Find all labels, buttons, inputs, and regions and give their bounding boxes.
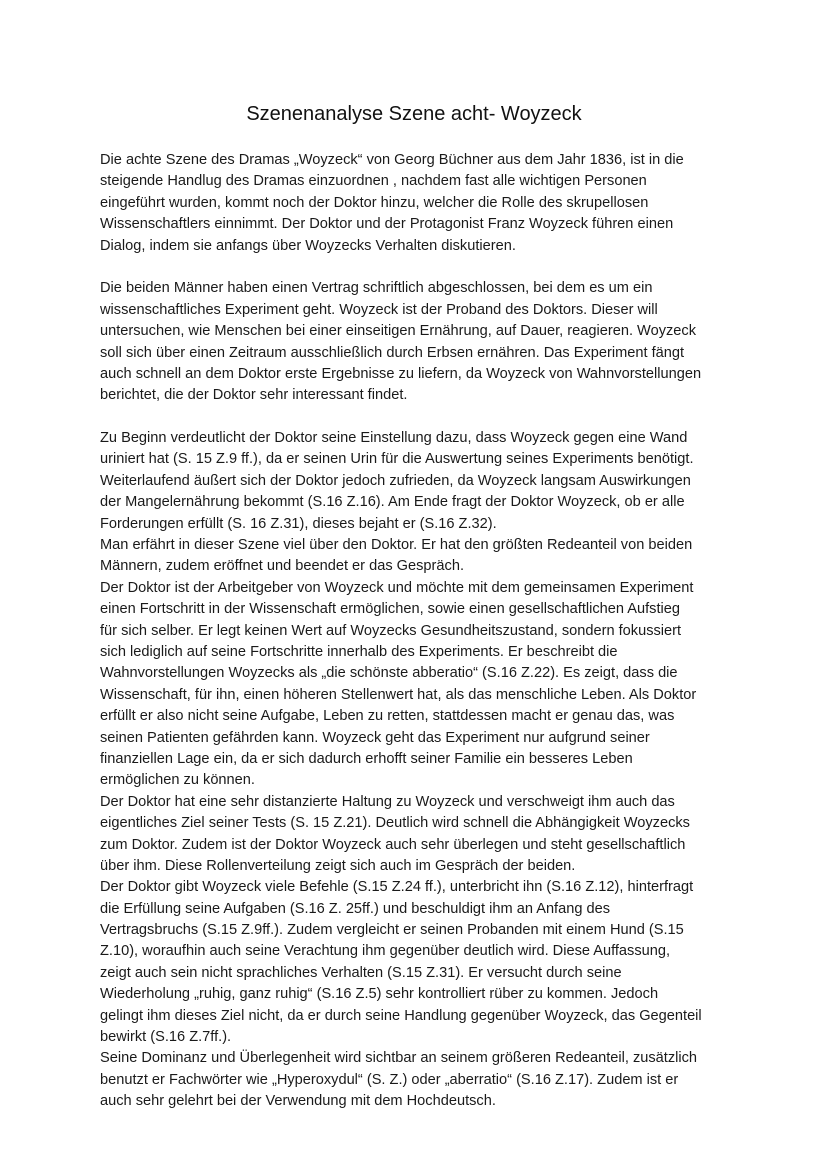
text-line: Z.10), woraufhin auch seine Verachtung ihm gegenüber deutlich wird. Diese Auffassung, xyxy=(100,943,671,960)
text-line: Forderungen erfüllt (S. 16 Z.31), dieses bejaht er (S.16 Z.32). xyxy=(100,515,497,532)
text-line: Der Doktor gibt Woyzeck viele Befehle (S.15 Z.24 ff.), unterbricht ihn (S.16 Z.12), hinterfragt xyxy=(100,879,694,896)
paragraph xyxy=(100,150,740,257)
text-line: Männern, zudem eröffnet und beendet er das Gespräch. xyxy=(100,558,464,575)
text-line: eingeführt wurden, kommt noch der Doktor hinzu, welcher die Rolle des skrupellosen xyxy=(100,194,649,211)
text-line: Wiederholung „ruhig, ganz ruhig“ (S.16 Z.5) sehr kontrolliert rüber zu kommen. Jedoch xyxy=(100,986,659,1003)
text-line: auch schnell an dem Doktor erste Ergebnisse zu liefern, da Woyzeck von Wahnvorstellungen xyxy=(100,365,702,382)
text-line: Vertragsbruchs (S.15 Z.9ff.). Zudem vergleicht er seinen Probanden mit einem Hund (S.15 xyxy=(100,922,684,939)
text-line: soll sich über einen Zeitraum ausschließlich durch Erbsen ernähren. Das Experiment fängt xyxy=(100,344,685,361)
text-line: uriniert hat (S. 15 Z.9 ff.), da er seinen Urin für die Auswertung seines Experiments benötigt. xyxy=(100,451,694,468)
document-body xyxy=(100,150,740,1113)
paragraph-gap xyxy=(100,407,740,428)
text-line: einen Fortschritt in der Wissenschaft ermöglichen, sowie einen gesellschaftlichen Aufstieg xyxy=(100,601,680,618)
text-line: über ihm. Diese Rollenverteilung zeigt sich auch im Gespräch der beiden. xyxy=(100,857,576,874)
text-line: auch sehr gelehrt bei der Verwendung mit dem Hochdeutsch. xyxy=(100,1093,496,1110)
paragraph xyxy=(100,428,740,1113)
text-line: Wissenschaft, für ihn, einen höheren Stellenwert hat, als das menschliche Leben. Als Doktor xyxy=(100,686,697,703)
text-line: eigentliches Ziel seiner Tests (S. 15 Z.21). Deutlich wird schnell die Abhängigkeit Woyzecks xyxy=(100,815,690,832)
text-line: Die beiden Männer haben einen Vertrag schriftlich abgeschlossen, bei dem es um ein xyxy=(100,280,653,297)
text-line: Weiterlaufend äußert sich der Doktor jedoch zufrieden, da Woyzeck langsam Auswirkungen xyxy=(100,472,691,489)
text-line: sich lediglich auf seine Fortschritte innerhalb des Experiments. Er beschreibt die xyxy=(100,643,618,660)
text-line: Wahnvorstellungen Woyzecks als „die schönste abberatio“ (S.16 Z.22). Es zeigt, dass die xyxy=(100,665,678,682)
paragraph xyxy=(100,278,740,406)
text-line: Der Doktor hat eine sehr distanzierte Haltung zu Woyzeck und verschweigt ihm auch das xyxy=(100,793,675,810)
text-line: Seine Dominanz und Überlegenheit wird sichtbar an seinem größeren Redeanteil, zusätzlich xyxy=(100,1050,698,1067)
text-line: zeigt auch sein nicht sprachliches Verhalten (S.15 Z.31). Er versucht durch seine xyxy=(100,964,622,981)
text-line: Wissenschaftlers einnimmt. Der Doktor und der Protagonist Franz Woyzeck führen einen xyxy=(100,216,674,233)
text-line: seinen Patienten gefährden kann. Woyzeck geht das Experiment nur aufgrund seiner xyxy=(100,729,650,746)
text-line: der Mangelernährung bekommt (S.16 Z.16). Am Ende fragt der Doktor Woyzeck, ob er alle xyxy=(100,494,685,511)
text-line: Zu Beginn verdeutlicht der Doktor seine Einstellung dazu, dass Woyzeck gegen eine Wand xyxy=(100,430,688,447)
text-line: erfüllt er also nicht seine Aufgabe, Leben zu retten, stattdessen macht er genau das, was xyxy=(100,708,675,725)
text-line: untersuchen, wie Menschen bei einer einseitigen Ernährung, auf Dauer, reagieren. Woyzeck xyxy=(100,323,696,340)
text-line: berichtet, die der Doktor sehr interessant findet. xyxy=(100,387,408,404)
text-line: Man erfährt in dieser Szene viel über den Doktor. Er hat den größten Redeanteil von beiden xyxy=(100,537,693,554)
paragraph-gap xyxy=(100,257,740,278)
text-line: Der Doktor ist der Arbeitgeber von Woyzeck und möchte mit dem gemeinsamen Experiment xyxy=(100,579,694,596)
text-line: gelingt ihm dieses Ziel nicht, da er durch seine Handlung gegenüber Woyzeck, das Gegenteil xyxy=(100,1007,702,1024)
text-line: finanziellen Lage ein, da er sich dadurch erhofft seiner Familie ein besseres Leben xyxy=(100,750,633,767)
text-line: bewirkt (S.16 Z.7ff.). xyxy=(100,1029,232,1046)
text-line: zum Doktor. Zudem ist der Doktor Woyzeck auch sehr überlegen und steht gesellschaftlich xyxy=(100,836,686,853)
text-line: wissenschaftliches Experiment geht. Woyzeck ist der Proband des Doktors. Dieser will xyxy=(100,301,658,318)
page-title: Szenenanalyse Szene acht- Woyzeck xyxy=(246,103,582,125)
text-line: für sich selber. Er legt keinen Wert auf Woyzecks Gesundheitszustand, sondern fokussiert xyxy=(100,622,682,639)
text-line: Dialog, indem sie anfangs über Woyzecks Verhalten diskutieren. xyxy=(100,237,516,254)
text-line: Die achte Szene des Dramas „Woyzeck“ von Georg Büchner aus dem Jahr 1836, ist in die xyxy=(100,152,684,168)
text-line: benutzt er Fachwörter wie „Hyperoxydul“ (S. Z.) oder „aberratio“ (S.16 Z.17). Zudem ist er xyxy=(100,1071,679,1088)
text-line: die Erfüllung seine Aufgaben (S.16 Z. 25ff.) und beschuldigt ihm an Anfang des xyxy=(100,900,611,917)
text-line: ermöglichen zu können. xyxy=(100,772,255,789)
text-line: steigende Handlug des Dramas einzuordnen , nachdem fast alle wichtigen Personen xyxy=(100,173,647,190)
